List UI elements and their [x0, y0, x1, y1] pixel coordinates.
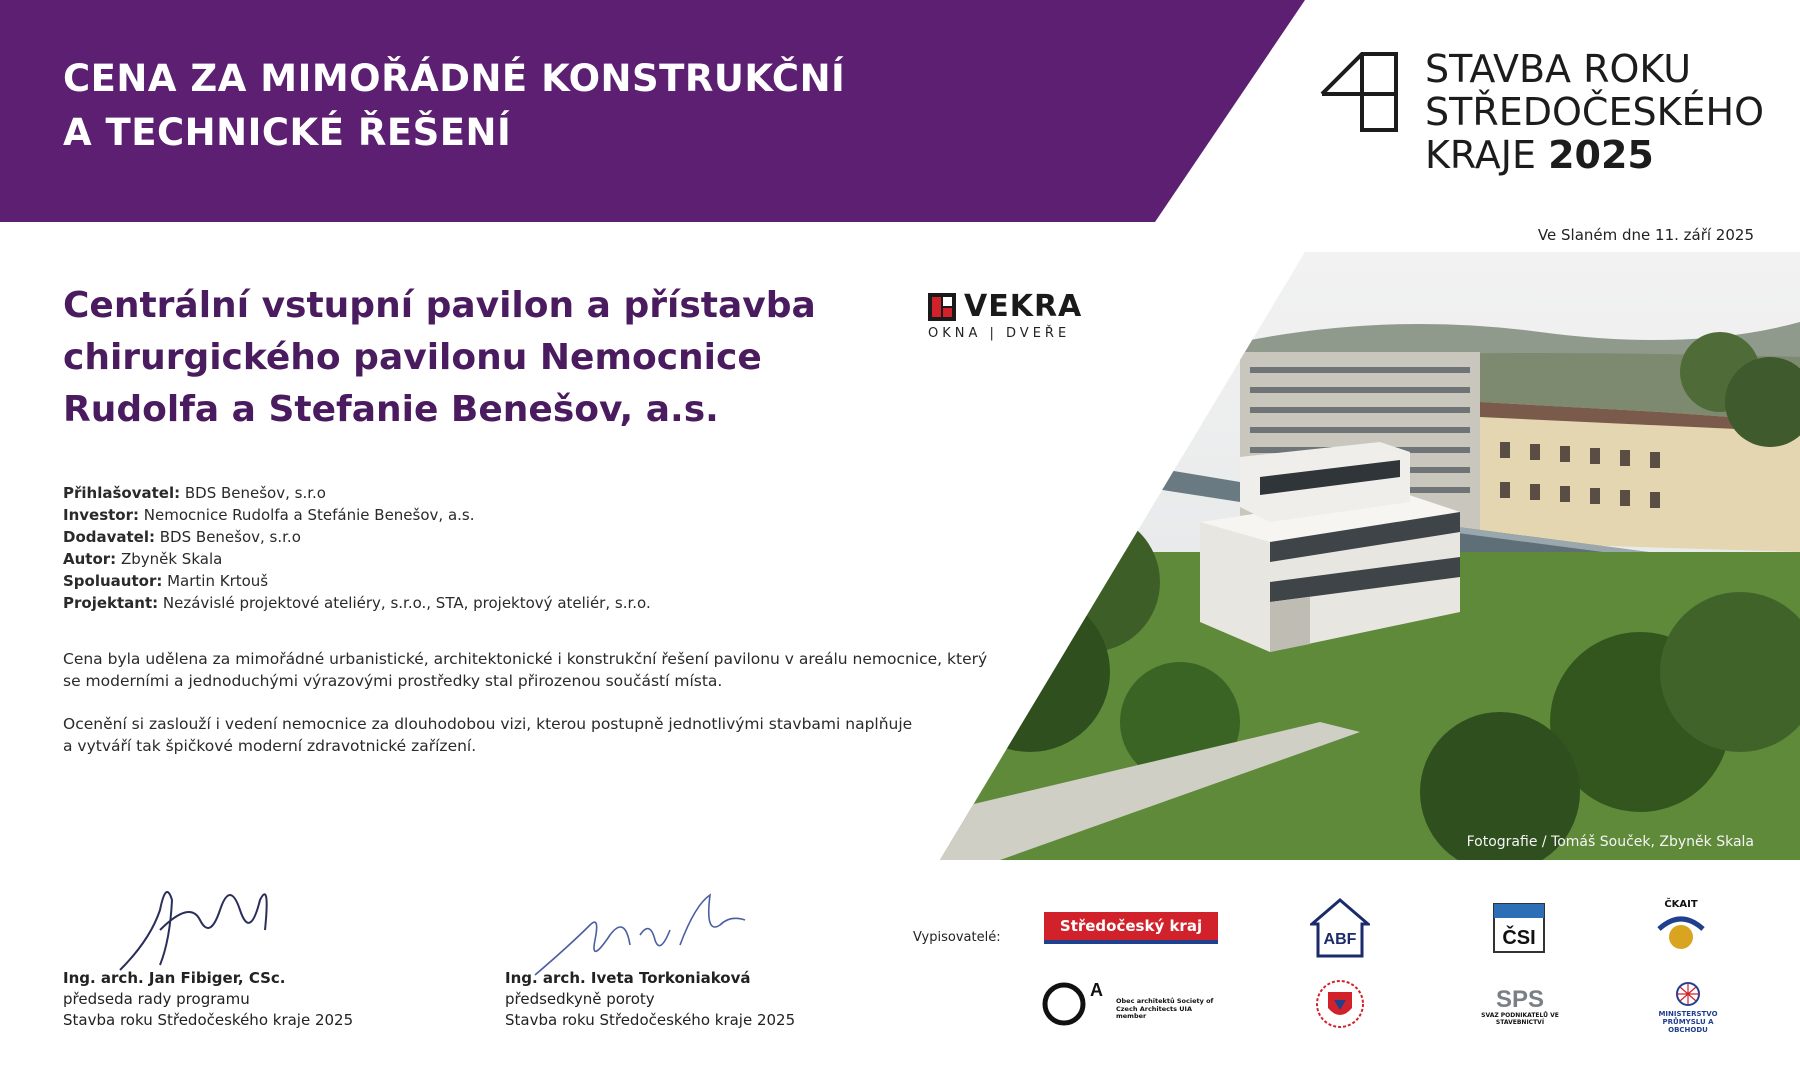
- paragraph-line: a vytváří tak špičkové moderní zdravotnické zařízení.: [63, 737, 477, 755]
- competition-line-3: [1425, 134, 1764, 177]
- signatory-event: Stavba roku Středočeského kraje 2025: [505, 1011, 796, 1029]
- detail-label: Autor:: [63, 550, 117, 568]
- mpo-logo-text: MINISTERSTVO PRŮMYSLU A OBCHODU: [1658, 1010, 1718, 1034]
- detail-label: Spoluautor:: [63, 572, 163, 590]
- signatory-event: Stavba roku Středočeského kraje 2025: [63, 1011, 354, 1029]
- sps-logo-text: SPS: [1495, 986, 1545, 1013]
- sps-logo-subtext: SVAZ PODNIKATELŮ VE STAVEBNICTVÍ: [1481, 1012, 1559, 1026]
- award-title: [63, 52, 845, 160]
- project-title-line-1: Centrální vstupní pavilon a přístavba: [63, 285, 816, 326]
- organizers-label: Vypisovatelé:: [913, 930, 1001, 945]
- signatory-role: předsedkyně poroty: [505, 990, 655, 1008]
- detail-row-applicant: [63, 482, 651, 504]
- project-title: [63, 280, 823, 436]
- oa-logo-text: Obec architektů Society of Czech Architects UIA member: [1116, 997, 1214, 1020]
- sponsor-name: VEKRA: [964, 289, 1083, 324]
- oa-ring-icon: [1042, 978, 1112, 1026]
- signature-block-2: [505, 968, 795, 1031]
- abf-logo: [1310, 898, 1370, 960]
- signature-block-1: [63, 968, 353, 1031]
- paragraph-line: Cena byla udělena za mimořádné urbanistické, architektonické i konstrukční řešení pavilonu v areálu nemocnice, který: [63, 650, 988, 668]
- stredocesky-kraj-logo-text: Středočeský kraj: [1059, 917, 1203, 935]
- ministry-emblem-logo: [1312, 978, 1368, 1030]
- project-details: [63, 482, 651, 614]
- detail-value: BDS Benešov, s.r.o: [180, 484, 326, 502]
- detail-value: BDS Benešov, s.r.o: [155, 528, 301, 546]
- signature-torkoniakova: [530, 885, 760, 980]
- mpo-logo: [1652, 980, 1724, 1034]
- csi-logo-text: ČSI: [1502, 927, 1536, 949]
- obec-architektu-logo: [1042, 978, 1222, 1026]
- detail-row-investor: [63, 504, 651, 526]
- csi-mark-icon: [1492, 902, 1546, 954]
- issue-date: Ve Slaném dne 11. září 2025: [1537, 226, 1754, 244]
- competition-logo-mark: [1320, 52, 1408, 134]
- detail-row-author: [63, 548, 651, 570]
- competition-line-2: STŘEDOČESKÉHO: [1425, 90, 1764, 134]
- sps-logo: [1478, 988, 1562, 1034]
- signatory-name: Ing. arch. Jan Fibiger, CSc.: [63, 969, 286, 987]
- signature-fibiger: [100, 870, 280, 980]
- ministry-emblem-icon: [1312, 978, 1368, 1030]
- detail-value: Nemocnice Rudolfa a Stefánie Benešov, a.s.: [139, 506, 475, 524]
- award-title-line-1: CENA ZA MIMOŘÁDNÉ KONSTRUKČNÍ: [63, 57, 846, 100]
- abf-house-icon: [1310, 898, 1370, 960]
- signatory-role: předseda rady programu: [63, 990, 250, 1008]
- competition-logo-text: [1425, 48, 1764, 177]
- detail-label: Projektant:: [63, 594, 159, 612]
- svg-text:A: A: [1090, 980, 1103, 1000]
- competition-line-3-prefix: KRAJE: [1425, 133, 1549, 177]
- detail-value: Martin Krtouš: [162, 572, 269, 590]
- detail-row-coauthor: [63, 570, 651, 592]
- ckait-logo-text: ČKAIT: [1664, 899, 1698, 910]
- ckait-logo: [1655, 900, 1707, 958]
- paragraph-line: se moderními a jednoduchými výrazovými prostředky stal přirozenou součástí místa.: [63, 672, 723, 690]
- stredocesky-kraj-logo: [1044, 912, 1218, 944]
- detail-label: Investor:: [63, 506, 140, 524]
- detail-value: Zbyněk Skala: [116, 550, 223, 568]
- detail-label: Přihlašovatel:: [63, 484, 181, 502]
- justification-paragraph-2: [63, 713, 1043, 757]
- signatory-name: Ing. arch. Iveta Torkoniaková: [505, 969, 751, 987]
- competition-line-1: STAVBA ROKU: [1425, 47, 1692, 91]
- competition-year: 2025: [1548, 133, 1654, 177]
- photo-credit: Fotografie / Tomáš Souček, Zbyněk Skala: [1466, 834, 1754, 850]
- paragraph-line: Ocenění si zaslouží i vedení nemocnice za dlouhodobou vizi, kterou postupně jednotlivými stavbami naplňuje: [63, 715, 913, 733]
- detail-row-supplier: [63, 526, 651, 548]
- detail-value: Nezávislé projektové ateliéry, s.r.o., STA, projektový ateliér, s.r.o.: [158, 594, 651, 612]
- detail-row-designer: [63, 592, 651, 614]
- ckait-emblem-icon: [1655, 909, 1707, 955]
- logo-stripe: [1044, 940, 1218, 944]
- justification-paragraph-1: [63, 648, 1043, 692]
- building-photo: [940, 252, 1800, 860]
- award-title-line-2: A TECHNICKÉ ŘEŠENÍ: [63, 111, 512, 154]
- mpo-globe-icon: [1652, 980, 1724, 1006]
- abf-logo-text: ABF: [1323, 931, 1357, 948]
- detail-label: Dodavatel:: [63, 528, 155, 546]
- csi-logo: [1492, 902, 1546, 954]
- project-title-line-2: chirurgického pavilonu Nemocnice: [63, 337, 762, 378]
- sponsor-subtitle: OKNA | DVEŘE: [928, 326, 1071, 341]
- project-title-line-3: Rudolfa a Stefanie Benešov, a.s.: [63, 389, 719, 430]
